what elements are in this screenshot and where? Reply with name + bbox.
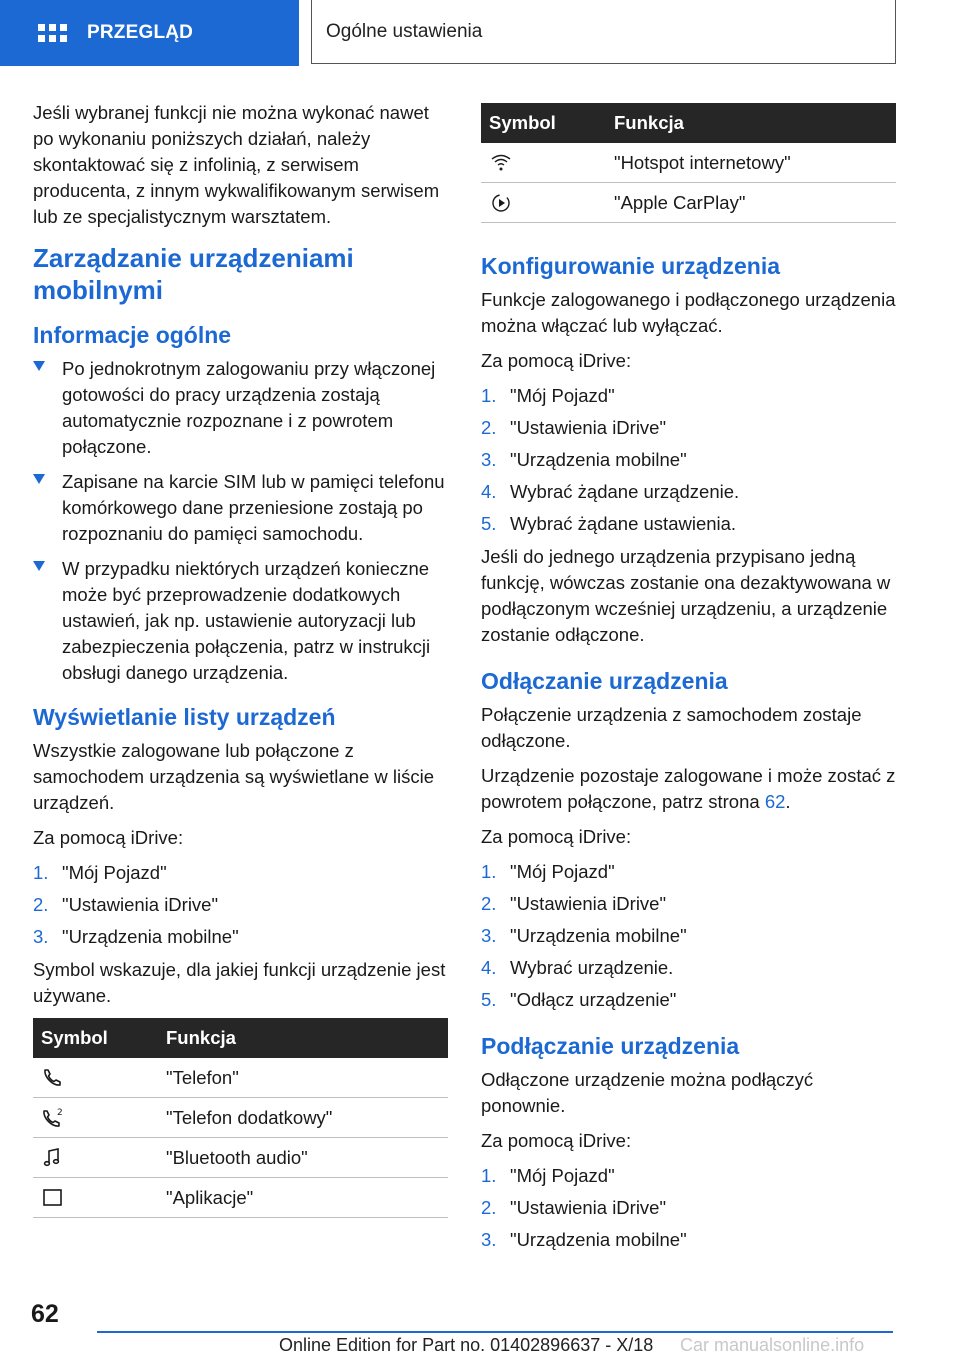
grid-menu-icon <box>38 24 67 42</box>
disconnect-paragraph: Połączenie urządzenia z samochodem zostaje odłączone. <box>481 704 862 751</box>
configure-steps <box>481 383 896 537</box>
triangle-bullet-icon <box>33 474 45 484</box>
device-list-steps <box>33 860 448 950</box>
step-text: "Ustawienia iDrive" <box>510 1197 667 1218</box>
subheading-configure: Konfigurowanie urządzenia <box>481 253 781 279</box>
triangle-bullet-icon <box>33 561 45 571</box>
function-cell: "Hotspot internetowy" <box>604 143 896 183</box>
music-note-icon <box>41 1147 63 1169</box>
phone-icon <box>41 1067 63 1089</box>
table-row <box>33 1178 448 1218</box>
list-item <box>33 556 448 686</box>
step-item <box>481 1195 896 1221</box>
right-column <box>481 100 896 1260</box>
step-number: 2. <box>481 417 497 438</box>
footer-divider <box>97 1331 893 1333</box>
step-item <box>33 860 448 886</box>
table-row <box>481 183 896 223</box>
step-item <box>481 479 896 505</box>
step-text: "Ustawienia iDrive" <box>510 893 667 914</box>
step-item <box>481 511 896 537</box>
idrive-intro: Za pomocą iDrive: <box>481 826 632 847</box>
table-header-row <box>481 103 896 143</box>
function-cell: "Bluetooth audio" <box>156 1138 448 1178</box>
step-text: "Urządzenia mobilne" <box>510 449 687 470</box>
phone-secondary-icon <box>41 1106 65 1130</box>
table-header-row <box>33 1018 448 1058</box>
step-number: 1. <box>481 1165 497 1186</box>
step-number: 3. <box>481 1229 497 1250</box>
bullet-text: Po jednokrotnym zalogowaniu przy włączonej gotowości do pracy urządzenia zostają automatycznie rozpoznane i z powrotem połączone. <box>62 358 436 457</box>
step-number: 3. <box>481 925 497 946</box>
reconnect-steps <box>481 1163 896 1253</box>
step-number: 1. <box>481 385 497 406</box>
step-text: "Mój Pojazd" <box>62 862 167 883</box>
step-item <box>481 923 896 949</box>
watermark: Car manualsonline.info <box>680 1335 865 1355</box>
step-item <box>481 1227 896 1253</box>
configure-note: Jeśli do jednego urządzenia przypisano jedną funkcję, wówczas zostanie ona dezaktywowana w podłączonym wcześniej urządzeniu, a urządzenie zostanie odłączone. <box>481 546 891 645</box>
step-item <box>33 924 448 950</box>
info-bullet-list <box>33 356 448 686</box>
column-header-function: Funkcja <box>604 103 896 143</box>
intro-paragraph: Jeśli wybranej funkcji nie można wykonać nawet po wykonaniu poniższych działań, należy skontaktować się z infolinią, z serwisem producenta, z innym wykwalifikowanym serwisem lub ze specjalistycznym warsztatem. <box>33 102 440 227</box>
bullet-text: Zapisane na karcie SIM lub w pamięci telefonu komórkowego dane przeniesione zostają po rozpoznaniu do pamięci samochodu. <box>62 471 445 544</box>
subheading-general-info: Informacje ogólne <box>33 322 232 348</box>
subheading-reconnect: Podłączanie urządzenia <box>481 1033 740 1059</box>
column-header-symbol: Symbol <box>481 103 604 143</box>
step-text: "Mój Pojazd" <box>510 861 615 882</box>
subheading-disconnect: Odłączanie urządzenia <box>481 668 728 694</box>
step-text: Wybrać urządzenie. <box>510 957 674 978</box>
step-number: 3. <box>33 926 49 947</box>
function-cell: "Apple CarPlay" <box>604 183 896 223</box>
step-text: "Urządzenia mobilne" <box>62 926 239 947</box>
column-header-function: Funkcja <box>156 1018 448 1058</box>
step-item <box>481 415 896 441</box>
app-square-icon <box>41 1186 65 1210</box>
function-cell: "Telefon" <box>156 1058 448 1098</box>
step-number: 2. <box>33 894 49 915</box>
step-number: 1. <box>481 861 497 882</box>
step-text: "Odłącz urządzenie" <box>510 989 677 1010</box>
reference-period: . <box>785 791 791 812</box>
table-row <box>481 143 896 183</box>
idrive-intro: Za pomocą iDrive: <box>481 350 632 371</box>
function-cell: "Telefon dodatkowy" <box>156 1098 448 1138</box>
device-list-paragraph: Wszystkie zalogowane lub połączone z samochodem urządzenia są wyświetlane w liście urządzeń. <box>33 740 435 813</box>
step-item <box>33 892 448 918</box>
step-number: 2. <box>481 1197 497 1218</box>
table-row <box>33 1138 448 1178</box>
step-text: "Mój Pojazd" <box>510 385 615 406</box>
reference-text: Urządzenie pozostaje zalogowane i może zostać z powrotem połączone, patrz strona <box>481 765 896 812</box>
idrive-intro: Za pomocą iDrive: <box>33 827 184 848</box>
page-number: 62 <box>31 1300 59 1328</box>
overview-tab[interactable] <box>0 0 299 66</box>
footer-edition: Online Edition for Part no. 01402896637 - X/18 <box>279 1335 654 1355</box>
column-header-symbol: Symbol <box>33 1018 156 1058</box>
step-number: 1. <box>33 862 49 883</box>
step-item <box>481 383 896 409</box>
triangle-bullet-icon <box>33 361 45 371</box>
symbol-intro: Symbol wskazuje, dla jakiej funkcji urządzenie jest używane. <box>33 959 446 1006</box>
step-text: "Urządzenia mobilne" <box>510 1229 687 1250</box>
list-item <box>33 469 448 547</box>
page-reference-link[interactable]: 62 <box>764 791 786 812</box>
bullet-text: W przypadku niektórych urządzeń konieczne może być przeprowadzenie dodatkowych ustawień, jak np. ustawienie autoryzacji lub zabezpieczenia połączenia, patrz w instrukcji obsługi danego urządzenia. <box>62 558 431 683</box>
step-number: 5. <box>481 989 497 1010</box>
section-title: Ogólne ustawienia <box>326 20 483 42</box>
step-item <box>481 891 896 917</box>
function-cell: "Aplikacje" <box>156 1178 448 1218</box>
step-text: "Ustawienia iDrive" <box>62 894 219 915</box>
step-text: Wybrać żądane urządzenie. <box>510 481 740 502</box>
step-number: 4. <box>481 957 497 978</box>
disconnect-reference-paragraph <box>481 763 896 815</box>
table-row <box>33 1098 448 1138</box>
section-tab <box>311 0 896 64</box>
symbol-table-continued <box>481 103 896 223</box>
section-heading: Zarządzanie urządzeniami mobilnymi <box>33 243 354 305</box>
reconnect-paragraph: Odłączone urządzenie można podłączyć ponownie. <box>481 1069 814 1116</box>
list-item <box>33 356 448 460</box>
step-number: 3. <box>481 449 497 470</box>
overview-label: PRZEGLĄD <box>87 22 194 43</box>
step-item <box>481 987 896 1013</box>
table-row <box>33 1058 448 1098</box>
step-text: "Ustawienia iDrive" <box>510 417 667 438</box>
wifi-hotspot-icon <box>489 151 513 175</box>
step-number: 4. <box>481 481 497 502</box>
idrive-intro: Za pomocą iDrive: <box>481 1130 632 1151</box>
step-item <box>481 955 896 981</box>
configure-paragraph: Funkcje zalogowanego i podłączonego urządzenia można włączać lub wyłączać. <box>481 289 896 336</box>
disconnect-steps <box>481 859 896 1013</box>
carplay-icon <box>489 191 513 215</box>
step-item <box>481 859 896 885</box>
step-text: "Mój Pojazd" <box>510 1165 615 1186</box>
step-item <box>481 447 896 473</box>
step-item <box>481 1163 896 1189</box>
step-text: "Urządzenia mobilne" <box>510 925 687 946</box>
symbol-table <box>33 1018 448 1218</box>
page-header <box>0 0 960 66</box>
step-text: Wybrać żądane ustawienia. <box>510 513 737 534</box>
svg-text:2: 2 <box>57 1107 63 1118</box>
step-number: 5. <box>481 513 497 534</box>
step-number: 2. <box>481 893 497 914</box>
subheading-device-list: Wyświetlanie listy urządzeń <box>33 704 336 730</box>
left-column <box>33 100 448 1218</box>
